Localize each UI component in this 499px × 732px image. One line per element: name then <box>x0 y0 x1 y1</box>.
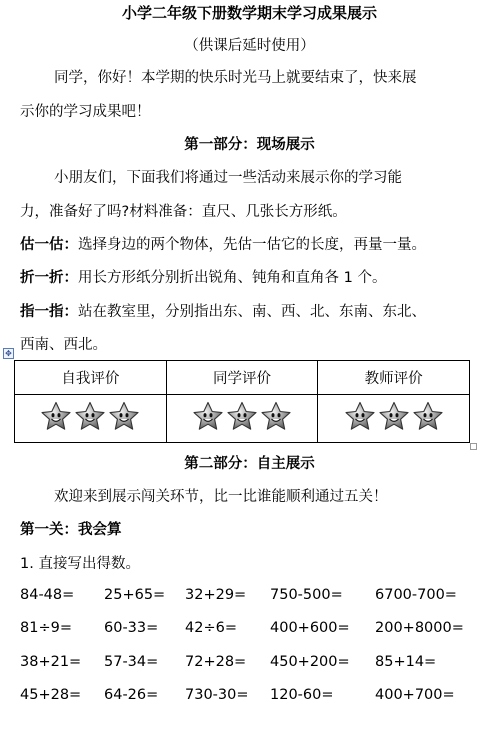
arithmetic-problem: 60-33= <box>104 620 159 636</box>
document-title: 小学二年级下册数学期末学习成果展示 <box>121 4 377 22</box>
arithmetic-problem: 6700-700= <box>375 587 457 603</box>
activity-point-text-2: 西南、西北。 <box>20 337 107 353</box>
arithmetic-problem: 120-60= <box>270 687 334 703</box>
smiley-star-icon <box>192 401 224 433</box>
question-1: 1. 直接写出得数。 <box>20 556 140 572</box>
arithmetic-problem: 57-34= <box>104 654 159 670</box>
part1-paragraph-line-1: 小朋友们，下面我们将通过一些活动来展示你的学习能 <box>54 170 402 186</box>
intro-line-2: 示你的学习成果吧！ <box>20 104 151 120</box>
activity-point <box>20 300 426 321</box>
eval-header-self: 自我评价 <box>15 361 167 395</box>
arithmetic-row <box>0 687 499 707</box>
smiley-star-icon <box>74 401 106 433</box>
part2-paragraph: 欢迎来到展示闯关环节，比一比谁能顺利通过五关！ <box>54 489 388 505</box>
arithmetic-problem: 25+65= <box>104 587 166 603</box>
activity-estimate-text: 选择身边的两个物体，先估一估它的长度，再量一量。 <box>78 237 426 253</box>
eval-stars-peer <box>166 395 318 443</box>
activity-fold <box>20 266 386 287</box>
arithmetic-problem: 81÷9= <box>20 620 72 636</box>
arithmetic-problem: 42÷6= <box>185 620 237 636</box>
part2-heading: 第二部分：自主展示 <box>184 456 315 472</box>
arithmetic-problem: 32+29= <box>185 587 247 603</box>
activity-point-text: 站在教室里，分别指出东、南、西、北、东南、东北、 <box>78 304 426 320</box>
part1-paragraph-line-2: 力，准备好了吗?材料准备：直尺、几张长方形纸。 <box>20 204 347 220</box>
intro-line-1: 同学，你好！本学期的快乐时光马上就要结束了，快来展 <box>54 70 417 86</box>
arithmetic-row <box>0 620 499 640</box>
arithmetic-problem: 45+28= <box>20 687 82 703</box>
activity-estimate-label: 估一估： <box>20 237 78 253</box>
smiley-star-icon <box>378 401 410 433</box>
arithmetic-problem: 64-26= <box>104 687 159 703</box>
smiley-star-icon <box>344 401 376 433</box>
eval-header-teacher: 教师评价 <box>318 361 470 395</box>
arithmetic-row <box>0 654 499 674</box>
arithmetic-problem: 85+14= <box>375 654 437 670</box>
activity-fold-label: 折一折： <box>20 270 78 286</box>
eval-header-peer: 同学评价 <box>166 361 318 395</box>
smiley-star-icon <box>412 401 444 433</box>
arithmetic-problem: 450+200= <box>270 654 350 670</box>
eval-stars-teacher <box>318 395 470 443</box>
eval-stars-self <box>15 395 167 443</box>
activity-point-label: 指一指： <box>20 304 78 320</box>
document-subtitle: （供课后延时使用） <box>184 38 315 54</box>
smiley-star-icon <box>40 401 72 433</box>
smiley-star-icon <box>260 401 292 433</box>
table-move-handle-icon[interactable]: ✥ <box>3 348 14 359</box>
smiley-star-icon <box>108 401 140 433</box>
arithmetic-problem: 730-30= <box>185 687 249 703</box>
arithmetic-problem: 200+8000= <box>375 620 464 636</box>
activity-estimate <box>20 233 426 254</box>
arithmetic-problem: 84-48= <box>20 587 75 603</box>
arithmetic-problem: 400+700= <box>375 687 455 703</box>
table-resize-handle[interactable] <box>470 443 477 450</box>
level1-heading: 第一关：我会算 <box>20 522 122 538</box>
part1-heading: 第一部分：现场展示 <box>184 137 315 153</box>
evaluation-table <box>14 360 470 443</box>
arithmetic-problem: 750-500= <box>270 587 343 603</box>
arithmetic-problem: 400+600= <box>270 620 350 636</box>
arithmetic-problem: 72+28= <box>185 654 247 670</box>
smiley-star-icon <box>226 401 258 433</box>
arithmetic-problem: 38+21= <box>20 654 82 670</box>
activity-fold-text: 用长方形纸分别折出锐角、钝角和直角各 1 个。 <box>78 270 387 286</box>
arithmetic-row <box>0 587 499 607</box>
